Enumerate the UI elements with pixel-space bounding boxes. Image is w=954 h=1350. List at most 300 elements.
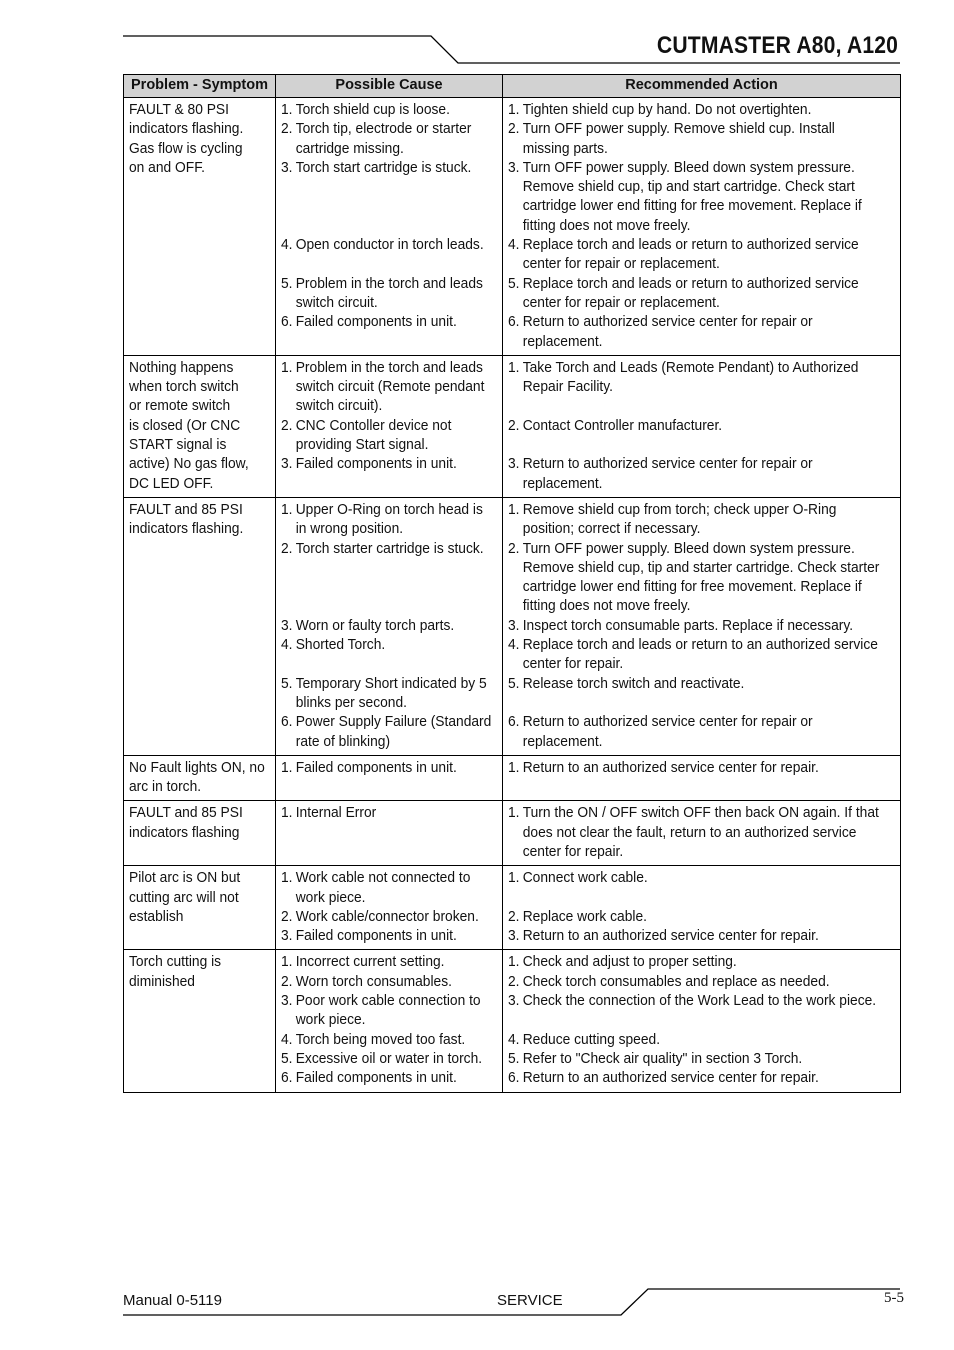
item-number: 1. [281, 869, 293, 887]
item-text-line: replacement. [522, 474, 603, 492]
item-text-line: Return to an authorized service center for repair. [522, 758, 819, 776]
item-number: 4. [281, 1030, 293, 1048]
item-number: 2. [508, 539, 520, 557]
item-text-line: rate of blinking) [295, 732, 391, 750]
item-number: 2. [281, 120, 293, 138]
item-text-line: work piece. [295, 888, 366, 906]
item-text [523, 991, 896, 1010]
item-text-line: Replace torch and leads or return to authorized service [522, 274, 859, 292]
table-row [124, 866, 901, 950]
item-number: 1. [281, 500, 293, 518]
table-row [124, 950, 901, 1092]
item-number: 6. [281, 713, 293, 731]
action-item [508, 274, 896, 313]
symptom-line: No Fault lights ON, no [129, 758, 265, 776]
symptom-line: indicators flashing. [129, 120, 244, 138]
item-text [523, 1030, 896, 1049]
symptom-line: when torch switch [129, 378, 239, 396]
troubleshooting-table [123, 74, 901, 1093]
item-text [296, 500, 498, 539]
item-text [523, 1068, 896, 1087]
item-text [523, 635, 896, 674]
action-item [508, 868, 896, 887]
item-number: 1. [508, 953, 520, 971]
item-text-line: Torch shield cup is loose. [295, 101, 450, 118]
symptom-line: indicators flashing. [129, 520, 244, 538]
item-number: 1. [281, 758, 293, 776]
action-item [508, 454, 896, 493]
item-text [523, 235, 896, 274]
item-text-line: fitting does not move freely. [522, 597, 691, 615]
item-text-line: Poor work cable connection to [295, 992, 481, 1010]
item-text [523, 1049, 896, 1068]
item-text-line: Torch tip, electrode or starter [295, 120, 472, 138]
symptom-line: or remote switch [129, 397, 231, 415]
item-text [523, 972, 896, 991]
item-text-line: Tighten shield cup by hand. Do not overtighten. [522, 101, 812, 118]
item-text [523, 952, 896, 971]
item-number: 6. [281, 313, 293, 331]
item-number: 5. [508, 1049, 520, 1067]
action-item [508, 100, 896, 119]
symptom-line: Gas flow is cycling [129, 139, 243, 157]
item-number: 1. [508, 358, 520, 376]
item-text-line: Problem in the torch and leads [295, 358, 483, 376]
item-text [296, 312, 498, 331]
symptom-line: diminished [129, 972, 195, 990]
item-text [296, 991, 498, 1030]
item-number: 2. [281, 972, 293, 990]
cause-item [281, 674, 498, 713]
item-number: 6. [508, 313, 520, 331]
action-cell [503, 950, 901, 1092]
cause-item [281, 907, 498, 926]
item-text-line: Torch start cartridge is stuck. [295, 158, 472, 176]
cause-item [281, 500, 498, 539]
action-item [508, 635, 896, 674]
item-text-line: Contact Controller manufacturer. [522, 416, 723, 434]
column-header-cause: Possible Cause [276, 75, 503, 98]
action-item [508, 952, 896, 971]
item-number: 3. [281, 616, 293, 634]
item-text-line: Work cable not connected to [295, 869, 471, 887]
item-text [523, 926, 896, 945]
item-text [523, 158, 896, 235]
symptom-line: Nothing happens [129, 358, 234, 376]
item-number: 2. [508, 120, 520, 138]
item-number: 3. [281, 455, 293, 473]
cause-item [281, 119, 498, 158]
cause-cell [276, 497, 503, 755]
action-item [508, 358, 896, 397]
item-text-line: Turn OFF power supply. Bleed down system pressure. [522, 158, 855, 176]
symptom-line: FAULT & 80 PSI [129, 101, 229, 118]
symptom-line: indicators flashing [129, 823, 240, 841]
action-item [508, 539, 896, 616]
item-text [296, 926, 498, 945]
item-text [523, 100, 896, 119]
item-number: 1. [281, 358, 293, 376]
table-row [124, 801, 901, 866]
item-number: 2. [281, 416, 293, 434]
item-text-line: Incorrect current setting. [295, 953, 445, 971]
cause-item [281, 803, 498, 822]
spacer [281, 577, 498, 596]
action-item [508, 926, 896, 945]
symptom-line: arc in torch. [129, 778, 202, 796]
item-number: 1. [508, 869, 520, 887]
action-cell [503, 866, 901, 950]
item-text [523, 674, 896, 693]
symptom-cell [124, 801, 276, 866]
cause-item [281, 616, 498, 635]
item-text [523, 274, 896, 313]
item-number: 5. [508, 274, 520, 292]
item-text [523, 454, 896, 493]
item-text-line: Remove shield cup from torch; check upper O-Ring [522, 500, 837, 518]
symptom-line: cutting arc will not [129, 888, 239, 906]
item-number: 2. [281, 907, 293, 925]
cause-item [281, 416, 498, 455]
item-number: 1. [508, 500, 520, 518]
item-text-line: Work cable/connector broken. [295, 907, 479, 925]
item-text [296, 1068, 498, 1087]
action-item [508, 416, 896, 435]
spacer [508, 888, 896, 907]
symptom-line: DC LED OFF. [129, 474, 214, 492]
cause-item [281, 972, 498, 991]
cause-cell [276, 98, 503, 356]
cause-item [281, 758, 498, 777]
item-number: 2. [508, 907, 520, 925]
item-text-line: Replace work cable. [522, 907, 647, 925]
item-number: 2. [508, 972, 520, 990]
symptom-cell [124, 950, 276, 1092]
action-item [508, 972, 896, 991]
manual-number: Manual 0-5119 [123, 1292, 222, 1309]
page-title: CUTMASTER A80, A120 [656, 32, 898, 59]
item-text [523, 500, 896, 539]
item-number: 6. [508, 1069, 520, 1087]
item-text-line: Torch starter cartridge is stuck. [295, 539, 484, 557]
item-text [523, 712, 896, 751]
spacer [281, 196, 498, 215]
item-text-line: Reduce cutting speed. [522, 1030, 661, 1048]
item-number: 5. [281, 274, 293, 292]
item-text [296, 972, 498, 991]
cause-cell [276, 950, 503, 1092]
item-text [296, 674, 498, 713]
action-item [508, 991, 896, 1010]
action-cell [503, 98, 901, 356]
item-text-line: Failed components in unit. [295, 927, 457, 945]
item-text [296, 907, 498, 926]
item-text-line: replacement. [522, 332, 603, 350]
item-text-line: cartridge missing. [295, 139, 404, 157]
table-row [124, 98, 901, 356]
item-text-line: Return to an authorized service center for repair. [522, 1069, 819, 1087]
cause-item [281, 312, 498, 331]
item-text-line: Inspect torch consumable parts. Replace if necessary. [522, 616, 854, 634]
item-text-line: switch circuit (Remote pendant [295, 378, 485, 396]
table-row [124, 355, 901, 497]
item-text-line: Power Supply Failure (Standard [295, 713, 492, 731]
spacer [281, 558, 498, 577]
item-text-line: Turn the ON / OFF switch OFF then back ON again. If that [522, 804, 879, 822]
symptom-cell [124, 355, 276, 497]
item-text-line: center for repair or replacement. [522, 255, 720, 273]
item-text-line: Torch being moved too fast. [295, 1030, 466, 1048]
item-number: 2. [281, 539, 293, 557]
symptom-cell [124, 497, 276, 755]
item-text-line: Repair Facility. [522, 378, 613, 396]
item-number: 1. [508, 101, 520, 118]
spacer [508, 693, 896, 712]
item-number: 5. [508, 674, 520, 692]
item-number: 4. [508, 636, 520, 654]
item-text [296, 100, 498, 119]
item-text-line: Return to authorized service center for repair or [522, 313, 813, 331]
item-text-line: Internal Error [295, 804, 377, 822]
action-item [508, 616, 896, 635]
action-cell [503, 755, 901, 801]
cause-item [281, 1049, 498, 1068]
cause-cell [276, 801, 503, 866]
spacer [508, 435, 896, 454]
action-item [508, 500, 896, 539]
item-text-line: position; correct if necessary. [522, 520, 701, 538]
item-text-line: Replace torch and leads or return to authorized service [522, 236, 859, 254]
item-number: 5. [281, 1049, 293, 1067]
action-item [508, 158, 896, 235]
item-text-line: replacement. [522, 732, 603, 750]
item-text-line: Take Torch and Leads (Remote Pendant) to Authorized [522, 358, 859, 376]
item-number: 1. [281, 101, 293, 118]
item-text-line: Check and adjust to proper setting. [522, 953, 737, 971]
symptom-cell [124, 866, 276, 950]
spacer [281, 216, 498, 235]
item-text-line: Turn OFF power supply. Bleed down system pressure. [522, 539, 855, 557]
action-item [508, 119, 896, 158]
item-text-line: Problem in the torch and leads [295, 274, 483, 292]
item-text-line: CNC Contoller device not [295, 416, 452, 434]
action-item [508, 235, 896, 274]
item-text-line: Return to an authorized service center for repair. [522, 927, 819, 945]
action-item [508, 712, 896, 751]
item-text-line: Temporary Short indicated by 5 [295, 674, 487, 692]
action-cell [503, 355, 901, 497]
cause-cell [276, 866, 503, 950]
item-number: 4. [281, 236, 293, 254]
item-text-line: fitting does not move freely. [522, 216, 691, 234]
item-number: 6. [508, 713, 520, 731]
action-item [508, 907, 896, 926]
cause-cell [276, 355, 503, 497]
spacer [281, 254, 498, 273]
table-header-row [124, 75, 901, 98]
spacer [508, 1010, 896, 1029]
cause-cell [276, 755, 503, 801]
section-name: SERVICE [497, 1292, 563, 1309]
item-number: 3. [508, 455, 520, 473]
item-text-line: Turn OFF power supply. Remove shield cup. Install [522, 120, 835, 138]
item-text [296, 712, 498, 751]
item-text [523, 358, 896, 397]
action-item [508, 674, 896, 693]
item-text [523, 616, 896, 635]
cause-item [281, 926, 498, 945]
action-item [508, 1030, 896, 1049]
cause-item [281, 952, 498, 971]
item-text [296, 235, 498, 254]
item-text-line: switch circuit). [295, 397, 383, 415]
item-text [523, 868, 896, 887]
cause-item [281, 274, 498, 313]
item-text-line: Shorted Torch. [295, 636, 386, 654]
item-text [296, 758, 498, 777]
item-text-line: center for repair. [522, 655, 624, 673]
action-cell [503, 801, 901, 866]
item-number: 3. [508, 927, 520, 945]
item-text-line: Remove shield cup, tip and starter cartridge. Check starter [522, 558, 880, 576]
item-text [296, 803, 498, 822]
item-text-line: Remove shield cup, tip and start cartridge. Check start [522, 178, 855, 196]
item-text-line: Check torch consumables and replace as needed. [522, 972, 830, 990]
symptom-cell [124, 755, 276, 801]
symptom-line: on and OFF. [129, 158, 205, 176]
item-text-line: Worn or faulty torch parts. [295, 616, 455, 634]
item-text-line: Connect work cable. [522, 869, 648, 887]
item-text-line: Return to authorized service center for repair or [522, 455, 813, 473]
item-text [523, 312, 896, 351]
item-number: 1. [508, 758, 520, 776]
item-text-line: blinks per second. [295, 693, 407, 711]
item-text-line: Failed components in unit. [295, 758, 457, 776]
item-text-line: switch circuit. [295, 293, 378, 311]
action-item [508, 312, 896, 351]
item-text-line: center for repair. [522, 842, 624, 860]
cause-item [281, 635, 498, 654]
cause-item [281, 1030, 498, 1049]
spacer [281, 596, 498, 615]
item-number: 3. [281, 992, 293, 1010]
item-text-line: in wrong position. [295, 520, 404, 538]
item-text-line: cartridge lower end fitting for free movement. Replace if [522, 578, 862, 596]
cause-item [281, 454, 498, 473]
cause-item [281, 358, 498, 416]
spacer [281, 654, 498, 673]
cause-item [281, 100, 498, 119]
item-text [296, 1030, 498, 1049]
item-text [296, 358, 498, 416]
symptom-line: START signal is [129, 436, 227, 454]
item-text [296, 952, 498, 971]
cause-item [281, 1068, 498, 1087]
item-number: 6. [281, 1069, 293, 1087]
item-text [296, 274, 498, 313]
item-text-line: Open conductor in torch leads. [295, 236, 484, 254]
spacer [508, 396, 896, 415]
symptom-line: is closed (Or CNC [129, 416, 241, 434]
item-number: 3. [508, 158, 520, 176]
item-text [296, 868, 498, 907]
item-number: 3. [281, 927, 293, 945]
cause-item [281, 235, 498, 254]
item-text-line: missing parts. [522, 139, 608, 157]
item-text [296, 416, 498, 455]
item-text [523, 416, 896, 435]
item-text [523, 907, 896, 926]
item-text [296, 119, 498, 158]
spacer [281, 177, 498, 196]
item-number: 1. [281, 804, 293, 822]
item-text-line: Return to authorized service center for repair or [522, 713, 813, 731]
symptom-line: FAULT and 85 PSI [129, 804, 243, 822]
item-text-line: Failed components in unit. [295, 313, 457, 331]
item-text [296, 1049, 498, 1068]
item-text [296, 539, 498, 558]
item-number: 3. [281, 158, 293, 176]
item-number: 4. [508, 236, 520, 254]
item-text-line: work piece. [295, 1011, 366, 1029]
item-text-line: Failed components in unit. [295, 1069, 457, 1087]
item-text-line: Check the connection of the Work Lead to the work piece. [522, 992, 877, 1010]
cause-item [281, 712, 498, 751]
action-cell [503, 497, 901, 755]
action-item [508, 1068, 896, 1087]
cause-item [281, 158, 498, 177]
item-text [296, 454, 498, 473]
action-item [508, 758, 896, 777]
item-text [523, 758, 896, 777]
item-text [523, 803, 896, 861]
item-number: 1. [281, 953, 293, 971]
item-number: 3. [508, 992, 520, 1010]
item-number: 4. [508, 1030, 520, 1048]
item-number: 4. [281, 636, 293, 654]
item-text-line: providing Start signal. [295, 436, 429, 454]
item-text-line: Refer to "Check air quality" in section 3 Torch. [522, 1049, 803, 1067]
symptom-cell [124, 98, 276, 356]
symptom-line: active) No gas flow, [129, 455, 249, 473]
symptom-line: Torch cutting is [129, 953, 222, 971]
item-text-line: does not clear the fault, return to an authorized service [522, 823, 857, 841]
column-header-action: Recommended Action [503, 75, 901, 98]
symptom-line: Pilot arc is ON but [129, 869, 241, 887]
item-text-line: Replace torch and leads or return to an authorized service [522, 636, 878, 654]
item-text-line: Worn torch consumables. [295, 972, 452, 990]
item-text [296, 635, 498, 654]
item-text [523, 539, 896, 616]
table-row [124, 755, 901, 801]
item-text-line: Excessive oil or water in torch. [295, 1049, 483, 1067]
item-number: 3. [508, 616, 520, 634]
item-text-line: Failed components in unit. [295, 455, 457, 473]
symptom-line: FAULT and 85 PSI [129, 500, 243, 518]
item-number: 1. [508, 804, 520, 822]
action-item [508, 1049, 896, 1068]
cause-item [281, 868, 498, 907]
symptom-line: establish [129, 907, 184, 925]
item-text-line: cartridge lower end fitting for free movement. Replace if [522, 197, 862, 215]
item-number: 2. [508, 416, 520, 434]
item-text [296, 158, 498, 177]
action-item [508, 803, 896, 861]
item-text [296, 616, 498, 635]
item-text-line: Upper O-Ring on torch head is [295, 500, 483, 518]
cause-item [281, 539, 498, 558]
item-text-line: center for repair or replacement. [522, 293, 720, 311]
